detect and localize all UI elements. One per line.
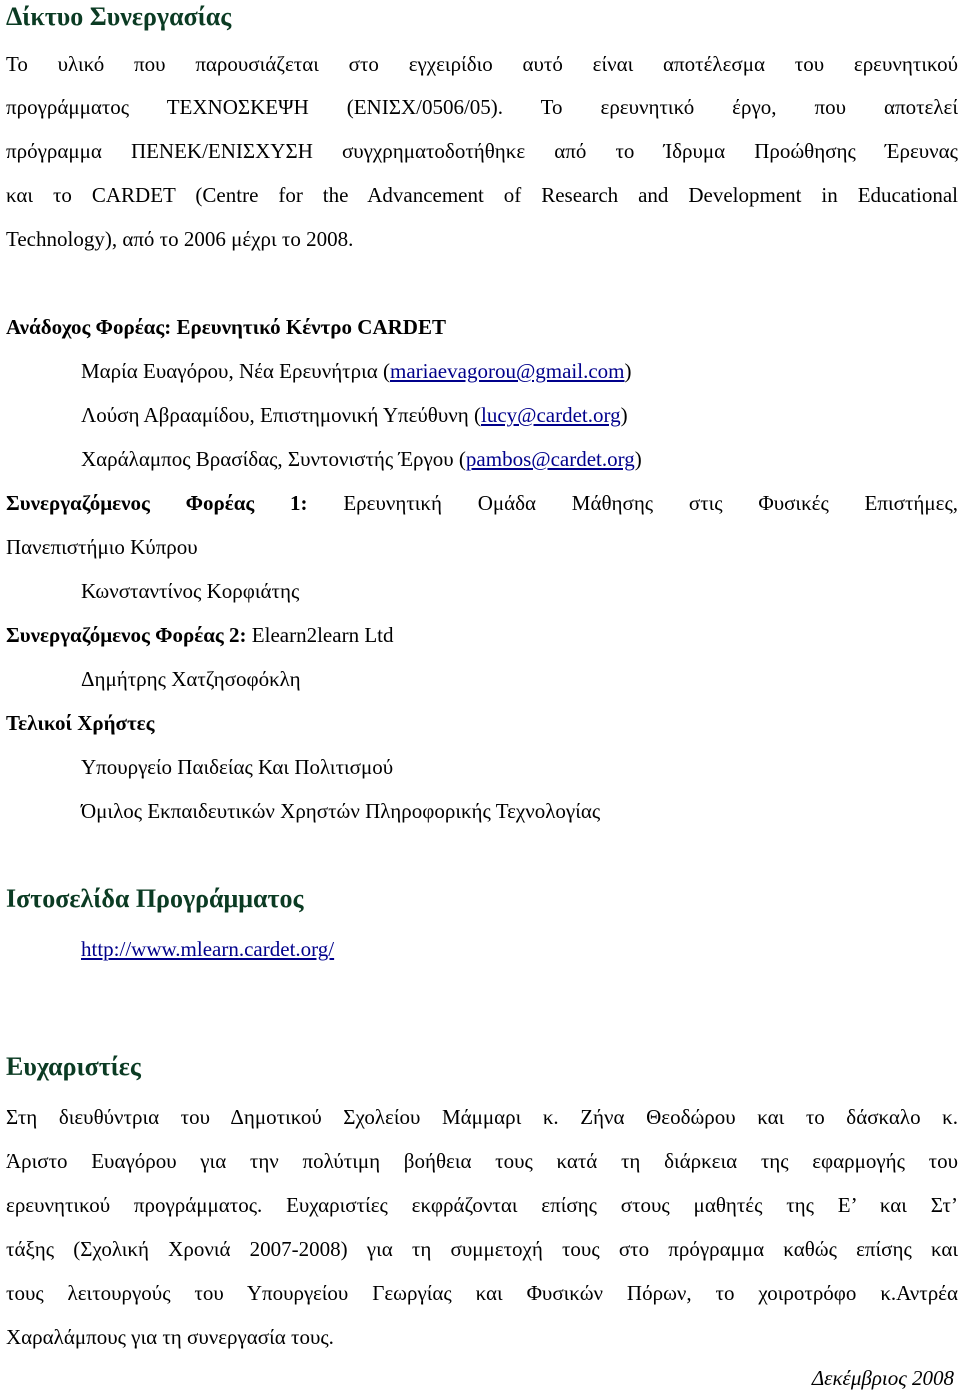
lead-person: Μαρία Ευαγόρου, Νέα Ερευνήτρια (mariaevagorou@gmail.com) <box>81 359 632 383</box>
email-link[interactable]: pambos@cardet.org <box>465 447 635 471</box>
paragraph-line: πρόγραμμα ΠΕΝΕΚ/ΕΝΙΣΧΥΣΗ συγχρηματοδοτήθηκε από το Ίδρυμα Προώθησης Έρευνας <box>6 139 958 163</box>
paragraph-line: και το CARDET (Centre for the Advancement of Research and Development in Educational <box>6 183 958 207</box>
website-title: Ιστοσελίδα Προγράμματος <box>6 884 304 913</box>
thanks-title: Ευχαριστίες <box>6 1052 141 1081</box>
network-title: Δίκτυο Συνεργασίας <box>6 2 232 31</box>
enduser-item: Όμιλος Εκπαιδευτικών Χρηστών Πληροφορικής Τεχνολογίας <box>81 799 601 823</box>
website-url-line <box>81 936 334 962</box>
lead-person: Χαράλαμπος Βρασίδας, Συντονιστής Έργου (pambos@cardet.org) <box>81 447 642 471</box>
enduser-item: Υπουργείο Παιδείας Και Πολιτισμού <box>81 755 394 779</box>
partner2-label: Συνεργαζόμενος Φορέας 2: <box>6 623 247 647</box>
paragraph-line: προγράμματος ΤΕΧΝΟΣΚΕΨΗ (ΕΝΙΣΧ/0506/05). Το ερευνητικό έργο, που αποτελεί <box>6 95 958 119</box>
paragraph-line: ερευνητικού προγράμματος. Ευχαριστίες εκφράζονται επίσης στους μαθητές της Ε’ και Στ’ <box>6 1193 958 1217</box>
email-link[interactable]: lucy@cardet.org <box>480 403 621 427</box>
partner1-person: Κωνσταντίνος Κορφιάτης <box>81 579 300 603</box>
paragraph-line: τους λειτουργούς του Υπουργείου Γεωργίας και Φυσικών Πόρων, το χοιροτρόφο κ.Αντρέα <box>6 1281 958 1305</box>
paragraph-line: τάξης (Σχολική Χρονιά 2007-2008) για τη συμμετοχή τους στο πρόγραμμα καθώς επίσης και <box>6 1237 958 1261</box>
partner2-line: Συνεργαζόμενος Φορέας 2: Elearn2learn Ltd <box>6 623 394 647</box>
partner2-person: Δημήτρης Χατζησοφόκλη <box>81 667 301 691</box>
paragraph-line: Technology), από το 2006 μέχρι το 2008. <box>6 227 354 251</box>
website-link[interactable]: http://www.mlearn.cardet.org/ <box>81 937 335 961</box>
lead-person: Λούση Αβρααμίδου, Επιστημονική Υπεύθυνη (lucy@cardet.org) <box>81 403 628 427</box>
paragraph-line: Στη διευθύντρια του Δημοτικού Σχολείου Μάμμαρι κ. Ζήνα Θεοδώρου και το δάσκαλο κ. <box>6 1105 958 1129</box>
endusers-label: Τελικοί Χρήστες <box>6 711 155 735</box>
partner1-line2: Πανεπιστήμιο Κύπρου <box>6 535 198 559</box>
document-date: Δεκέμβριος 2008 <box>811 1366 954 1390</box>
lead-label: Ανάδοχος Φορέας: Ερευνητικό Κέντρο CARDET <box>6 315 446 339</box>
paragraph-line: Το υλικό που παρουσιάζεται στο εγχειρίδιο αυτό είναι αποτέλεσμα του ερευνητικού <box>6 52 958 76</box>
paragraph-line: Άριστο Ευαγόρου για την πολύτιμη βοήθεια τους κατά τη διάρκεια της εφαρμογής του <box>6 1149 958 1173</box>
partner1-line: Συνεργαζόμενος Φορέας 1: Ερευνητική Ομάδα Μάθησης στις Φυσικές Επιστήμες, <box>6 491 959 515</box>
paragraph-line: Χαραλάμπους για τη συνεργασία τους. <box>6 1325 334 1349</box>
partner1-label: Συνεργαζόμενος Φορέας 1: <box>6 491 308 515</box>
email-link[interactable]: mariaevagorou@gmail.com <box>390 359 625 383</box>
